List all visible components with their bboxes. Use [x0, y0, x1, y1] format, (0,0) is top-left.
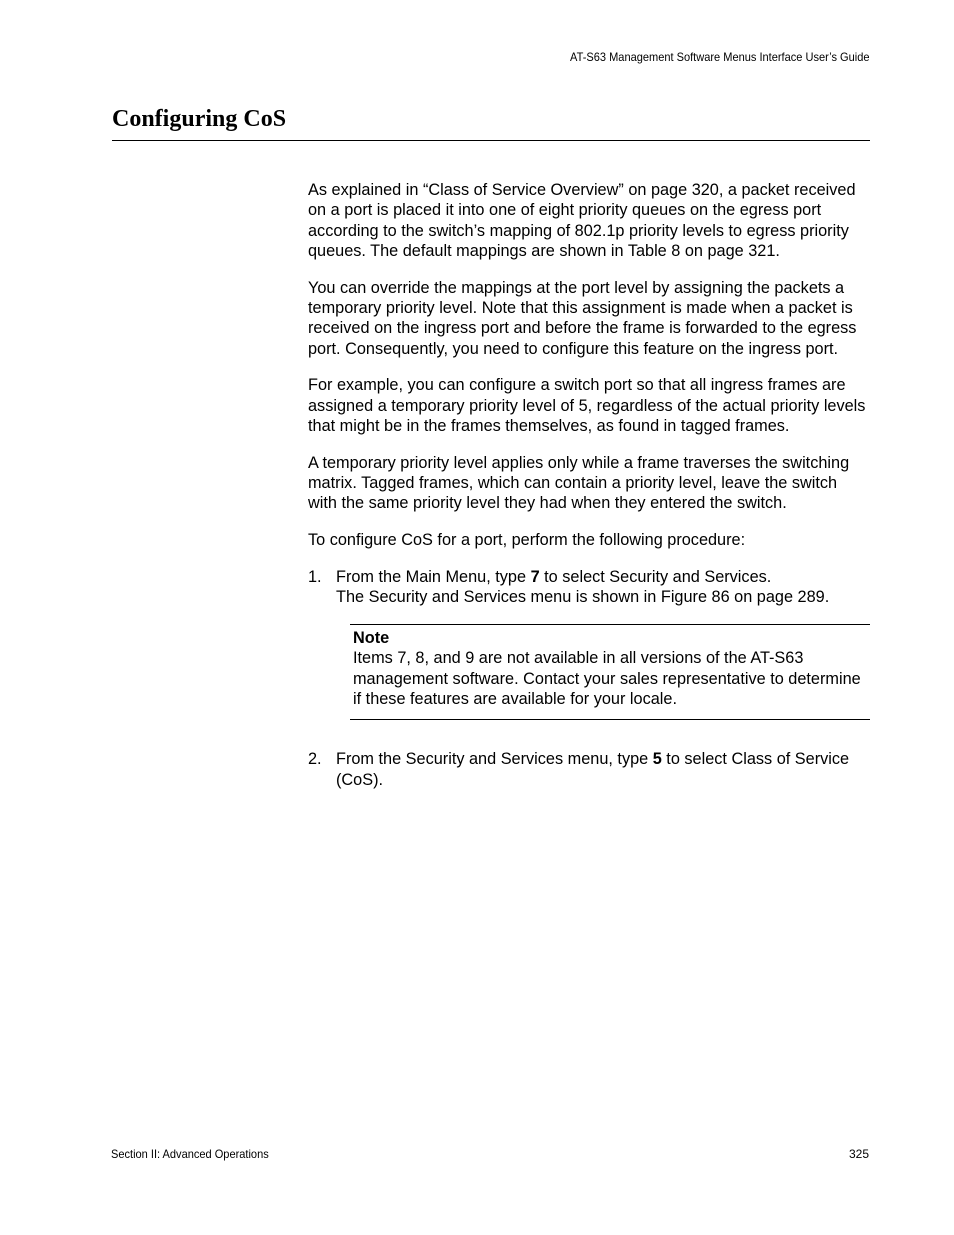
running-footer: Section II: Advanced Operations: [111, 1147, 269, 1161]
step-instruction: [336, 567, 870, 587]
paragraph-procedure-intro: To configure CoS for a port, perform the following procedure:: [308, 531, 746, 550]
paragraph-override-mappings: You can override the mappings at the port level by assigning the packets a temporary priority level. Note that this assignment is made when a packet is received on the ingress port and before the frame is forwarded to the egress port. Consequently, you need to configure this feature on the ingress port.: [308, 278, 857, 358]
step-text-before: From the Main Menu, type: [336, 567, 531, 586]
step-text-after: to select Class of Service (CoS).: [336, 750, 850, 789]
section-title: Configuring CoS: [112, 106, 287, 132]
step-key: 5: [652, 750, 662, 769]
paragraph-temporary-priority: A temporary priority level applies only while a frame traverses the switching matrix. Tagged frames, which can contain a priority level, leave the switch with the same priority level they had when they entered the switch.: [308, 453, 850, 513]
procedure-step-1: [308, 567, 870, 608]
step-text-after: to select Security and Services.: [539, 567, 772, 586]
step-number: 2.: [308, 750, 322, 769]
running-header: AT-S63 Management Software Menus Interface User’s Guide: [569, 50, 869, 64]
note-text: Items 7, 8, and 9 are not available in all versions of the AT-S63 management software. Contact your sales representative to determine if these features are available for your locale.: [353, 649, 861, 708]
step-detail: The Security and Services menu is shown in Figure 86 on page 289.: [336, 588, 830, 607]
body-content: [308, 180, 870, 806]
step-text-before: From the Security and Services menu, type: [336, 750, 653, 769]
step-instruction: [336, 749, 870, 790]
step-number: 1.: [308, 567, 322, 586]
paragraph-class-of-service-overview: As explained in “Class of Service Overview” on page 320, a packet received on a port is placed it into one of eight priority queues on the egress port according to the switch’s mapping of 802.1p priority levels to egress priority queues. The default mappings are shown in Table 8 on page 321.: [308, 181, 856, 260]
paragraph-example: For example, you can configure a switch port so that all ingress frames are assigned a temporary priority level of 5, regardless of the actual priority levels that might be in the frames themselves, as found in tagged frames.: [308, 376, 866, 435]
page-number: 325: [848, 1147, 869, 1161]
note-title: Note: [353, 629, 390, 648]
note-box: [350, 624, 870, 720]
step-key: 7: [530, 567, 540, 586]
procedure-step-2: [308, 749, 870, 790]
title-rule: [112, 140, 870, 141]
